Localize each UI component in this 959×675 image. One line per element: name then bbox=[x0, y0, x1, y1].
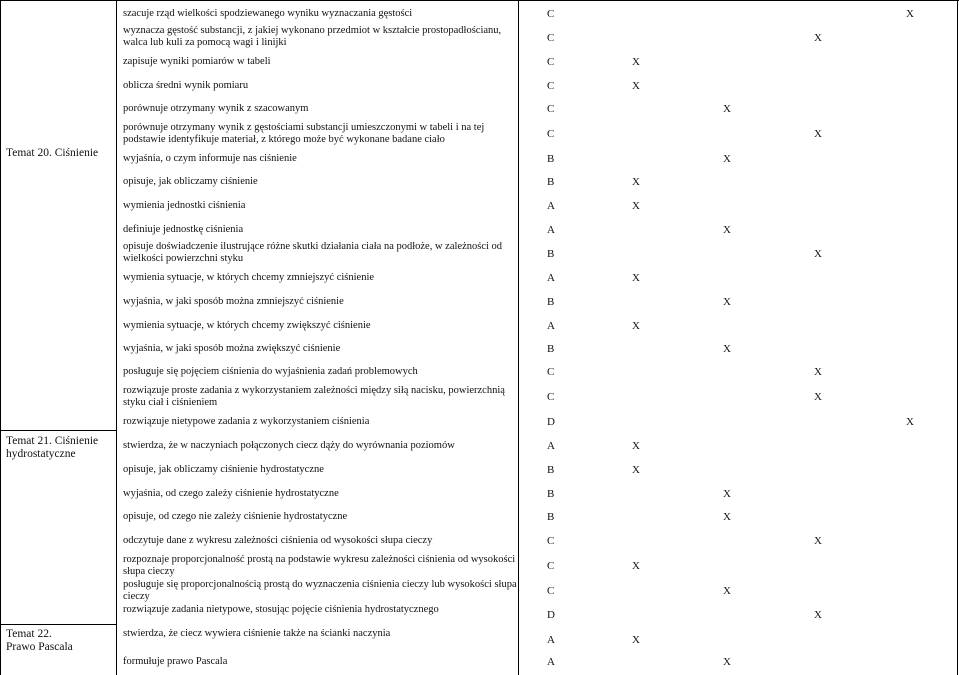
requirement-text: stwierdza, że ciecz wywiera ciśnienie także na ścianki naczynia bbox=[123, 628, 391, 639]
requirement-text: opisuje, jak obliczamy ciśnienie hydrostatyczne bbox=[123, 464, 324, 475]
column-divider-level bbox=[518, 0, 519, 675]
level-code: C bbox=[547, 56, 555, 68]
level-mark: X bbox=[723, 153, 731, 165]
requirement-text: rozwiązuje nietypowe zadania z wykorzystaniem ciśnienia bbox=[123, 416, 370, 427]
requirement-text: wyjaśnia, w jaki sposób można zwiększyć ciśnienie bbox=[123, 343, 341, 354]
requirement-text: posługuje się proporcjonalnością prostą do wyznaczenia ciśnienia cieczy lub wysokości słupa cieczy bbox=[123, 579, 517, 602]
level-code: C bbox=[547, 103, 555, 115]
requirement-text: porównuje otrzymany wynik z szacowanym bbox=[123, 103, 309, 114]
level-code: A bbox=[547, 272, 555, 284]
level-code: B bbox=[547, 176, 555, 188]
level-mark: X bbox=[723, 656, 731, 668]
topic-divider bbox=[0, 430, 117, 431]
level-code: A bbox=[547, 200, 555, 212]
level-code: B bbox=[547, 488, 555, 500]
table-border-top bbox=[0, 0, 959, 1]
level-code: D bbox=[547, 609, 555, 621]
level-mark: X bbox=[723, 343, 731, 355]
level-mark: X bbox=[723, 103, 731, 115]
level-mark: X bbox=[632, 200, 640, 212]
level-code: D bbox=[547, 416, 555, 428]
level-mark: X bbox=[814, 248, 822, 260]
requirement-text: wymienia sytuacje, w których chcemy zmniejszyć ciśnienie bbox=[123, 272, 375, 283]
level-mark: X bbox=[723, 585, 731, 597]
level-code: A bbox=[547, 440, 555, 452]
requirement-text: definiuje jednostkę ciśnienia bbox=[123, 224, 244, 235]
level-code: B bbox=[547, 511, 555, 523]
requirement-text: wyjaśnia, o czym informuje nas ciśnienie bbox=[123, 153, 297, 164]
table-border-right bbox=[957, 0, 958, 675]
requirement-text: opisuje, od czego nie zależy ciśnienie hydrostatyczne bbox=[123, 511, 348, 522]
column-divider-topic bbox=[116, 0, 117, 675]
requirement-text: posługuje się pojęciem ciśnienia do wyjaśnienia zadań problemowych bbox=[123, 366, 418, 377]
level-code: A bbox=[547, 224, 555, 236]
level-mark: X bbox=[632, 176, 640, 188]
level-mark: X bbox=[632, 320, 640, 332]
level-mark: X bbox=[906, 8, 914, 20]
level-code: B bbox=[547, 248, 555, 260]
level-code: C bbox=[547, 128, 555, 140]
level-code: C bbox=[547, 391, 555, 403]
requirement-text: zapisuje wyniki pomiarów w tabeli bbox=[123, 56, 271, 67]
level-code: C bbox=[547, 560, 555, 572]
requirement-text: wymienia jednostki ciśnienia bbox=[123, 200, 246, 211]
level-code: C bbox=[547, 32, 555, 44]
level-mark: X bbox=[632, 440, 640, 452]
level-mark: X bbox=[814, 32, 822, 44]
level-mark: X bbox=[814, 366, 822, 378]
level-mark: X bbox=[723, 488, 731, 500]
requirement-text: opisuje doświadczenie ilustrujące różne skutki działania ciała na podłoże, w zależności od wielkości powierzchni styku bbox=[123, 241, 503, 264]
level-mark: X bbox=[814, 128, 822, 140]
requirement-text: rozpoznaje proporcjonalność prostą na podstawie wykresu zależności ciśnienia od wysokości słupa cieczy bbox=[123, 554, 516, 577]
requirement-text: rozwiązuje proste zadania z wykorzystaniem zależności między siłą nacisku, powierzchnią styku ciał i ciśnieniem bbox=[123, 385, 505, 408]
requirement-text: rozwiązuje zadania nietypowe, stosując pojęcie ciśnienia hydrostatycznego bbox=[123, 604, 439, 615]
requirement-text: opisuje, jak obliczamy ciśnienie bbox=[123, 176, 258, 187]
requirement-text: szacuje rząd wielkości spodziewanego wyniku wyznaczania gęstości bbox=[123, 8, 413, 19]
topic-label: Temat 21. Ciśnienie hydrostatyczne bbox=[6, 435, 99, 460]
level-code: A bbox=[547, 656, 555, 668]
level-mark: X bbox=[814, 391, 822, 403]
topic-divider bbox=[0, 624, 117, 625]
level-mark: X bbox=[723, 224, 731, 236]
level-mark: X bbox=[632, 80, 640, 92]
level-code: C bbox=[547, 535, 555, 547]
level-code: C bbox=[547, 80, 555, 92]
level-code: A bbox=[547, 320, 555, 332]
level-mark: X bbox=[814, 535, 822, 547]
requirement-text: wyznacza gęstość substancji, z jakiej wykonano przedmiot w kształcie prostopadłościanu, walca lub kuli za pomocą wagi i linijki bbox=[123, 25, 502, 48]
topic-label: Temat 22. Prawo Pascala bbox=[6, 628, 73, 653]
requirement-text: porównuje otrzymany wynik z gęstościami substancji umieszczonymi w tabeli i na tej podstawie identyfikuje materiał, z którego może być wykonane badane ciało bbox=[123, 122, 485, 145]
requirement-text: stwierdza, że w naczyniach połączonych ciecz dąży do wyrównania poziomów bbox=[123, 440, 455, 451]
level-code: C bbox=[547, 8, 555, 20]
level-mark: X bbox=[723, 296, 731, 308]
level-code: C bbox=[547, 366, 555, 378]
level-code: B bbox=[547, 464, 555, 476]
requirement-text: wyjaśnia, od czego zależy ciśnienie hydrostatyczne bbox=[123, 488, 339, 499]
level-code: B bbox=[547, 343, 555, 355]
level-mark: X bbox=[814, 609, 822, 621]
level-mark: X bbox=[632, 464, 640, 476]
level-code: B bbox=[547, 296, 555, 308]
level-mark: X bbox=[632, 272, 640, 284]
table-border-left bbox=[0, 0, 1, 675]
level-mark: X bbox=[906, 416, 914, 428]
level-mark: X bbox=[632, 560, 640, 572]
requirement-text: wymienia sytuacje, w których chcemy zwiększyć ciśnienie bbox=[123, 320, 371, 331]
level-code: C bbox=[547, 585, 555, 597]
level-mark: X bbox=[632, 634, 640, 646]
topic-label: Temat 20. Ciśnienie bbox=[6, 147, 99, 159]
level-code: B bbox=[547, 153, 555, 165]
requirement-text: wyjaśnia, w jaki sposób można zmniejszyć ciśnienie bbox=[123, 296, 344, 307]
level-mark: X bbox=[723, 511, 731, 523]
level-code: A bbox=[547, 634, 555, 646]
requirement-text: odczytuje dane z wykresu zależności ciśnienia od wysokości słupa cieczy bbox=[123, 535, 433, 546]
requirement-text: oblicza średni wynik pomiaru bbox=[123, 80, 249, 91]
requirement-text: formułuje prawo Pascala bbox=[123, 656, 228, 667]
level-mark: X bbox=[632, 56, 640, 68]
